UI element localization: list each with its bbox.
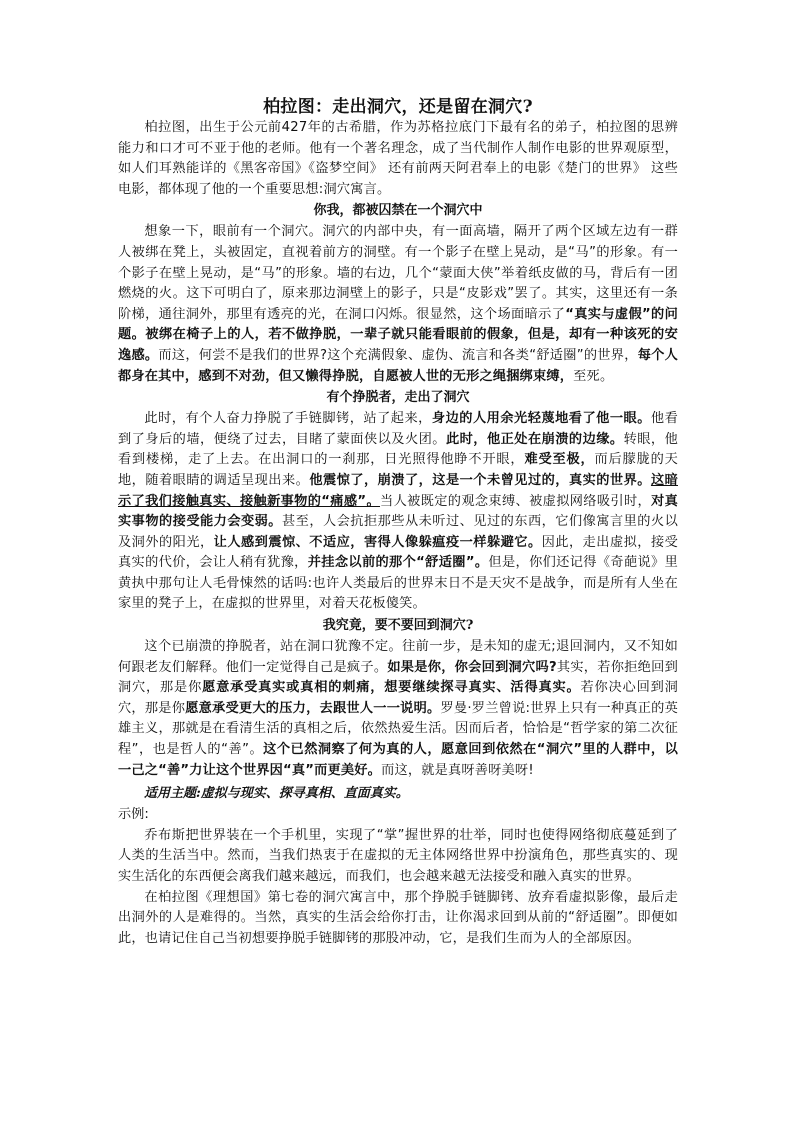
document-title: 柏拉图：走出洞穴，还是留在洞穴? <box>263 97 533 117</box>
section-heading-3: 我究竟，要不要回到洞穴? <box>322 618 474 634</box>
applicable-themes: 适用主题:虚拟与现实、探寻真相、直面真实。 <box>144 786 409 802</box>
section1-paragraph: 想象一下，眼前有一个洞穴。洞穴的内部中央，有一面高墙，隔开了两个区域左边有一群人被绑在凳上，头被固定，直视着前方的洞壁。有一个影子在壁上晃动，是“马”的形象。有一个影子在壁上晃动，是“马”的形象。墙的右边，几个“蒙面大侠”举着纸皮做的马，背后有一团燃烧的火。这下可明白了，原来那边洞壁上的影子，只是“皮影戏”罢了。其实，这里还有一条阶梯，通往洞外，那里有透亮的光，在洞口闪烁。很显然，这个场面暗示了“真实与虚假”的问题。被绑在椅子上的人，若不做挣脱，一辈子就只能看眼前的假象，但是，却有一种该死的安逸感。而这，何尝不是我们的世界?这个充满假象、虚伪、流言和各类“舒适圈”的世界，每个人都身在其中，感到不对劲，但又懒得挣脱，自愿被人世的无形之绳捆绑束缚，至死。 <box>118 224 679 384</box>
section-heading-1: 你我，都被囚禁在一个洞穴中 <box>313 203 483 219</box>
example-label: 示例: <box>118 807 149 823</box>
example-paragraph-1: 乔布斯把世界装在一个手机里，实现了“掌”握世界的壮举，同时也使得网络彻底蔓延到了人类的生活当中。然而，当我们热衷于在虚拟的无主体网络世界中扮演角色，那些真实的、现实生活化的东西便会离我们越来越远，而我们，也会越来越无法接受和融入真实的世界。 <box>118 827 678 884</box>
example-paragraph-2: 在柏拉图《理想国》第七卷的洞穴寓言中，那个挣脱手链脚铐、放弃看虚拟影像，最后走出洞外的人是难得的。当然，真实的生活会给你打击，让你渴求回到从前的“舒适圈”。即便如此，也请记住自己当初想要挣脱手链脚铐的那股冲动，它，是我们生而为人的全部原因。 <box>118 889 678 946</box>
document-page <box>118 96 678 949</box>
section-heading-2: 有个挣脱者，走出了洞穴 <box>326 390 470 406</box>
section3-paragraph: 这个已崩溃的挣脱者，站在洞口犹豫不定。往前一步，是未知的虚无;退回洞内，又不知如何跟老友们解释。他们一定觉得自己是疯子。如果是你，你会回到洞穴吗?其实，若你拒绝回到洞穴，那是你愿意承受真实或真相的刺痛，想要继续探寻真实、活得真实。若你决心回到洞穴，那是你愿意承受更大的压力，去跟世人一一说明。罗曼·罗兰曾说:世界上只有一种真正的英雄主义，那就是在看清生活的真相之后，依然热爱生活。因而后者，恰恰是“哲学家的第二次征程”，也是哲人的“善”。这个已然洞察了何为真的人，愿意回到依然在“洞穴”里的人群中，以一己之“善”力让这个世界因“真”而更美好。而这，就是真呀善呀美呀! <box>118 639 678 778</box>
section2-paragraph: 此时，有个人奋力挣脱了手链脚铐，站了起来，身边的人用余光轻蔑地看了他一眼。他看到了身后的墙，便绕了过去，目睹了蒙面侠以及火团。此时，他正处在崩溃的边缘。转眼，他看到楼梯，走了上去。在出洞口的一刹那，日光照得他睁不开眼，难受至极，而后朦胧的天地，随着眼睛的调适呈现出来。他震惊了，崩溃了，这是一个未曾见过的，真实的世界。这暗示了我们接触真实、接触新事物的“痛感”。当人被既定的观念束缚、被虚拟网络吸引时，对真实事物的接受能力会变弱。甚至，人会抗拒那些从未听过、见过的东西，它们像寓言里的火以及洞外的阳光，让人感到震惊、不适应，害得人像躲瘟疫一样躲避它。因此，走出虚拟，接受真实的代价，会让人稍有犹豫，并挂念以前的那个“舒适圈”。但是，你们还记得《奇葩说》里黄执中那句让人毛骨悚然的话吗:也许人类最后的世界末日不是天灾不是战争，而是所有人坐在家里的凳子上，在虚拟的世界里，对着天花板傻笑。 <box>118 411 679 612</box>
intro-paragraph: 柏拉图，出生于公元前427年的古希腊，作为苏格拉底门下最有名的弟子，柏拉图的思辨能力和口才可不亚于他的老师。他有一个著名理念，成了当代制作人制作电影的世界观原型，如人们耳熟能详的《黑客帝国》《盗梦空间》 还有前两天阿君奉上的电影《楚门的世界》 这些电影，都体现了他的一个重要思想:洞穴寓言。 <box>118 120 678 197</box>
